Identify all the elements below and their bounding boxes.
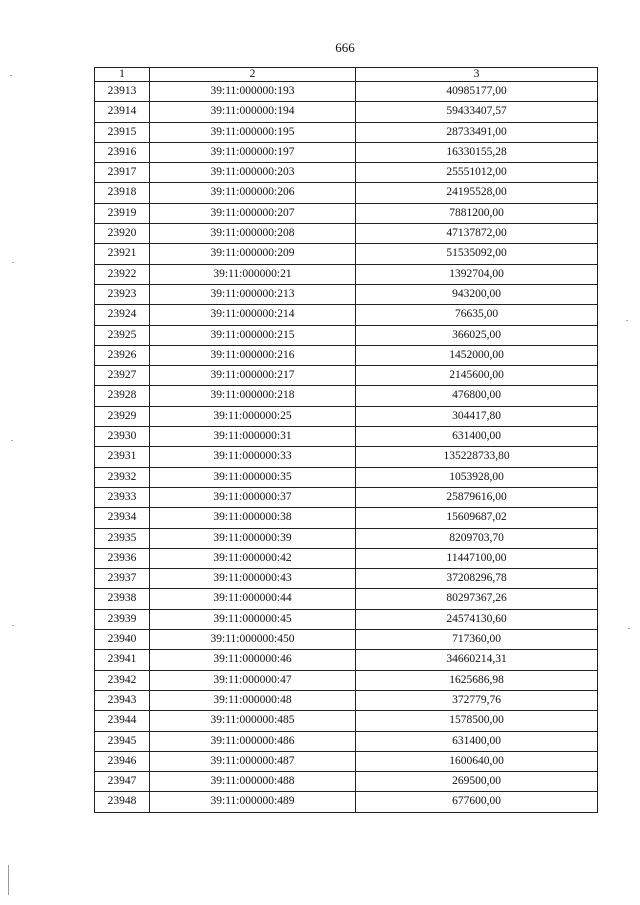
row-number-cell: 23934 [95, 508, 150, 528]
row-number-cell: 23936 [95, 548, 150, 568]
cadastral-number-cell: 39:11:000000:203 [150, 163, 356, 183]
value-cell: 366025,00 [356, 325, 598, 345]
table-row [95, 366, 598, 386]
row-number-cell: 23928 [95, 386, 150, 406]
value-cell: 717360,00 [356, 630, 598, 650]
cadastral-number-cell: 39:11:000000:47 [150, 670, 356, 690]
row-number-cell: 23918 [95, 183, 150, 203]
row-number-cell: 23920 [95, 224, 150, 244]
value-cell: 1578500,00 [356, 711, 598, 731]
cadastral-number-cell: 39:11:000000:195 [150, 122, 356, 142]
value-cell: 15609687,02 [356, 508, 598, 528]
table-body [95, 82, 598, 813]
table-row [95, 345, 598, 365]
cadastral-number-cell: 39:11:000000:45 [150, 609, 356, 629]
row-number-cell: 23944 [95, 711, 150, 731]
scan-dot [11, 440, 13, 441]
row-number-cell: 23927 [95, 366, 150, 386]
table-row [95, 203, 598, 223]
table-row [95, 670, 598, 690]
cadastral-number-cell: 39:11:000000:207 [150, 203, 356, 223]
value-cell: 40985177,00 [356, 82, 598, 102]
table-row [95, 427, 598, 447]
value-cell: 51535092,00 [356, 244, 598, 264]
scan-dot [12, 625, 14, 626]
value-cell: 135228733,80 [356, 447, 598, 467]
cadastral-number-cell: 39:11:000000:193 [150, 82, 356, 102]
row-number-cell: 23931 [95, 447, 150, 467]
table-row [95, 325, 598, 345]
table-row [95, 508, 598, 528]
value-cell: 304417,80 [356, 406, 598, 426]
row-number-cell: 23917 [95, 163, 150, 183]
value-cell: 943200,00 [356, 284, 598, 304]
value-cell: 59433407,57 [356, 102, 598, 122]
table-row [95, 690, 598, 710]
cadastral-number-cell: 39:11:000000:485 [150, 711, 356, 731]
table-row [95, 183, 598, 203]
row-number-cell: 23923 [95, 284, 150, 304]
cadastral-number-cell: 39:11:000000:218 [150, 386, 356, 406]
value-cell: 1452000,00 [356, 345, 598, 365]
row-number-cell: 23945 [95, 731, 150, 751]
row-number-cell: 23946 [95, 751, 150, 771]
table-header [95, 68, 598, 82]
value-cell: 47137872,00 [356, 224, 598, 244]
row-number-cell: 23947 [95, 772, 150, 792]
value-cell: 16330155,28 [356, 142, 598, 162]
row-number-cell: 23942 [95, 670, 150, 690]
cadastral-number-cell: 39:11:000000:206 [150, 183, 356, 203]
table-row [95, 487, 598, 507]
cadastral-number-cell: 39:11:000000:208 [150, 224, 356, 244]
row-number-cell: 23943 [95, 690, 150, 710]
table-row [95, 284, 598, 304]
cadastral-number-cell: 39:11:000000:44 [150, 589, 356, 609]
row-number-cell: 23926 [95, 345, 150, 365]
value-cell: 631400,00 [356, 731, 598, 751]
cadastral-number-cell: 39:11:000000:37 [150, 487, 356, 507]
value-cell: 76635,00 [356, 305, 598, 325]
table-row [95, 467, 598, 487]
value-cell: 7881200,00 [356, 203, 598, 223]
table-row [95, 792, 598, 812]
cadastral-number-cell: 39:11:000000:213 [150, 284, 356, 304]
cadastral-number-cell: 39:11:000000:46 [150, 650, 356, 670]
cadastral-number-cell: 39:11:000000:43 [150, 569, 356, 589]
row-number-cell: 23914 [95, 102, 150, 122]
value-cell: 677600,00 [356, 792, 598, 812]
cadastral-number-cell: 39:11:000000:42 [150, 548, 356, 568]
cadastral-number-cell: 39:11:000000:217 [150, 366, 356, 386]
value-cell: 1600640,00 [356, 751, 598, 771]
table-row [95, 650, 598, 670]
cadastral-number-cell: 39:11:000000:216 [150, 345, 356, 365]
table-row [95, 447, 598, 467]
table-row [95, 386, 598, 406]
table-row [95, 102, 598, 122]
scan-dot [628, 628, 630, 629]
table-row [95, 163, 598, 183]
row-number-cell: 23924 [95, 305, 150, 325]
row-number-cell: 23925 [95, 325, 150, 345]
cadastral-number-cell: 39:11:000000:31 [150, 427, 356, 447]
cadastral-number-cell: 39:11:000000:209 [150, 244, 356, 264]
data-table [94, 67, 598, 813]
row-number-cell: 23916 [95, 142, 150, 162]
cadastral-number-cell: 39:11:000000:194 [150, 102, 356, 122]
cadastral-number-cell: 39:11:000000:33 [150, 447, 356, 467]
row-number-cell: 23938 [95, 589, 150, 609]
table-row [95, 630, 598, 650]
header-cell-col-2: 2 [150, 68, 356, 82]
value-cell: 25551012,00 [356, 163, 598, 183]
cadastral-number-cell: 39:11:000000:38 [150, 508, 356, 528]
value-cell: 372779,76 [356, 690, 598, 710]
table-row [95, 589, 598, 609]
row-number-cell: 23930 [95, 427, 150, 447]
row-number-cell: 23919 [95, 203, 150, 223]
cadastral-number-cell: 39:11:000000:25 [150, 406, 356, 426]
value-cell: 28733491,00 [356, 122, 598, 142]
value-cell: 24195528,00 [356, 183, 598, 203]
cadastral-number-cell: 39:11:000000:214 [150, 305, 356, 325]
table-row [95, 731, 598, 751]
header-row [95, 68, 598, 82]
cadastral-number-cell: 39:11:000000:215 [150, 325, 356, 345]
row-number-cell: 23933 [95, 487, 150, 507]
value-cell: 1625686,98 [356, 670, 598, 690]
cadastral-number-cell: 39:11:000000:48 [150, 690, 356, 710]
value-cell: 25879616,00 [356, 487, 598, 507]
value-cell: 11447100,00 [356, 548, 598, 568]
cadastral-number-cell: 39:11:000000:35 [150, 467, 356, 487]
value-cell: 269500,00 [356, 772, 598, 792]
value-cell: 1053928,00 [356, 467, 598, 487]
table-row [95, 711, 598, 731]
table-row [95, 305, 598, 325]
cadastral-number-cell: 39:11:000000:489 [150, 792, 356, 812]
table-row [95, 142, 598, 162]
row-number-cell: 23937 [95, 569, 150, 589]
value-cell: 34660214,31 [356, 650, 598, 670]
row-number-cell: 23922 [95, 264, 150, 284]
table-row [95, 82, 598, 102]
table-row [95, 772, 598, 792]
row-number-cell: 23932 [95, 467, 150, 487]
table-row [95, 122, 598, 142]
value-cell: 631400,00 [356, 427, 598, 447]
cadastral-number-cell: 39:11:000000:486 [150, 731, 356, 751]
value-cell: 1392704,00 [356, 264, 598, 284]
table-row [95, 244, 598, 264]
table-row [95, 406, 598, 426]
cadastral-number-cell: 39:11:000000:450 [150, 630, 356, 650]
cadastral-number-cell: 39:11:000000:197 [150, 142, 356, 162]
table-row [95, 569, 598, 589]
scan-dot [12, 262, 14, 263]
value-cell: 476800,00 [356, 386, 598, 406]
page-number: 666 [335, 40, 355, 55]
value-cell: 8209703,70 [356, 528, 598, 548]
header-cell-col-1: 1 [95, 68, 150, 82]
value-cell: 2145600,00 [356, 366, 598, 386]
cadastral-number-cell: 39:11:000000:487 [150, 751, 356, 771]
row-number-cell: 23929 [95, 406, 150, 426]
cadastral-number-cell: 39:11:000000:39 [150, 528, 356, 548]
row-number-cell: 23948 [95, 792, 150, 812]
row-number-cell: 23941 [95, 650, 150, 670]
table-row [95, 548, 598, 568]
scan-dot [626, 320, 628, 321]
row-number-cell: 23939 [95, 609, 150, 629]
data-table-container [94, 67, 597, 813]
table-row [95, 528, 598, 548]
table-row [95, 609, 598, 629]
row-number-cell: 23913 [95, 82, 150, 102]
table-row [95, 264, 598, 284]
row-number-cell: 23921 [95, 244, 150, 264]
value-cell: 24574130,60 [356, 609, 598, 629]
table-row [95, 224, 598, 244]
scan-dot [10, 75, 12, 76]
row-number-cell: 23915 [95, 122, 150, 142]
value-cell: 37208296,78 [356, 569, 598, 589]
row-number-cell: 23935 [95, 528, 150, 548]
scan-margin-line [8, 865, 9, 895]
cadastral-number-cell: 39:11:000000:21 [150, 264, 356, 284]
header-cell-col-3: 3 [356, 68, 598, 82]
row-number-cell: 23940 [95, 630, 150, 650]
cadastral-number-cell: 39:11:000000:488 [150, 772, 356, 792]
value-cell: 80297367,26 [356, 589, 598, 609]
table-row [95, 751, 598, 771]
